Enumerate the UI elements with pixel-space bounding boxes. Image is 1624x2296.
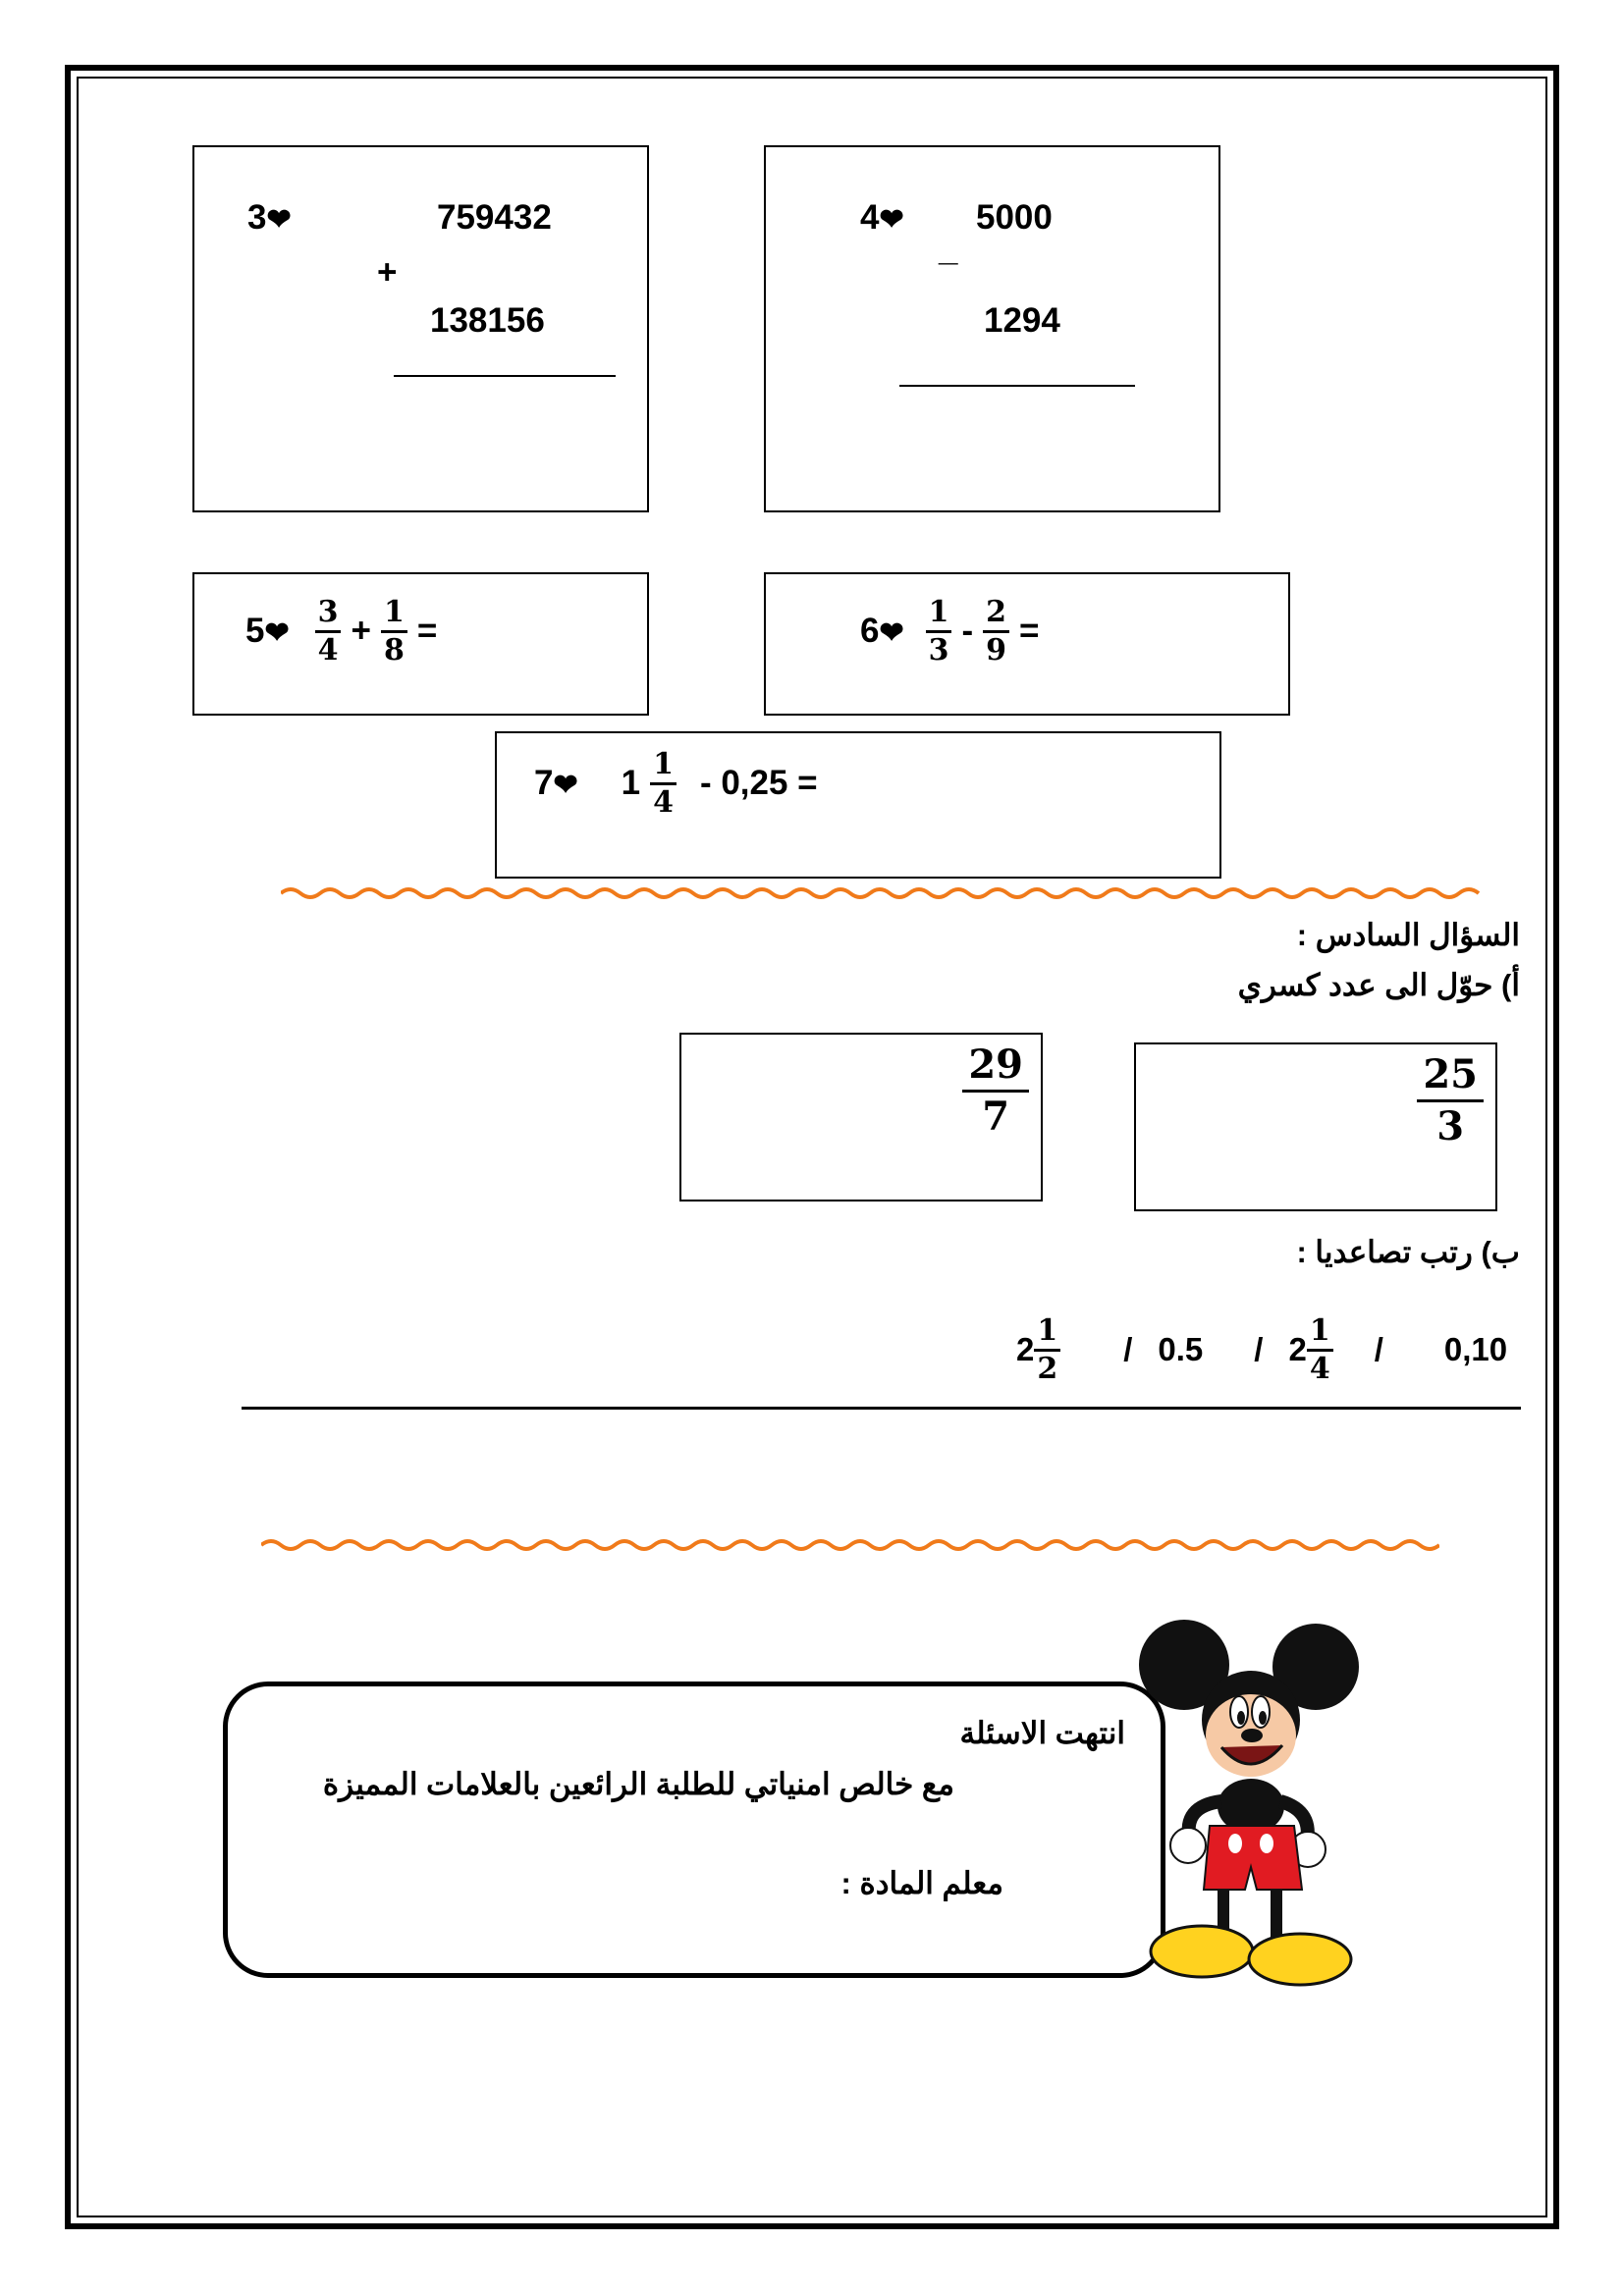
fraction: $\frac{1}{2}$ bbox=[1034, 1315, 1060, 1384]
problem-5-number: 5❤ bbox=[245, 612, 290, 650]
problem-7-number: 7❤ bbox=[534, 764, 578, 802]
part-b-instruction: ب) رتب تصاعديا : bbox=[1296, 1235, 1520, 1269]
mickey-mouse-illustration bbox=[1113, 1610, 1359, 2002]
decimal-value: 0.5 bbox=[1158, 1331, 1204, 1367]
closing-message-box bbox=[223, 1682, 1165, 1978]
ordering-row bbox=[1016, 1310, 1527, 1389]
problem-7-box bbox=[495, 731, 1221, 879]
end-of-questions: انتهت الاسئلة bbox=[959, 1716, 1125, 1750]
separator: / bbox=[1123, 1331, 1133, 1367]
problem-4-bottom-number: 1294 bbox=[984, 301, 1060, 340]
problem-4-box bbox=[764, 145, 1220, 512]
fraction: $\frac{2}{9}$ bbox=[983, 597, 1009, 666]
equals-sign: = bbox=[416, 612, 438, 650]
mixed-number: 2 $\frac{1}{4}$ bbox=[1288, 1315, 1332, 1384]
fraction: $\frac{1}{3}$ bbox=[926, 597, 952, 666]
problem-3-bottom-number: 138156 bbox=[430, 301, 545, 340]
plus-sign: + bbox=[377, 253, 398, 292]
plus-sign: + bbox=[351, 612, 371, 650]
minus-sign: _ bbox=[939, 230, 958, 268]
fraction: $\frac{1}{8}$ bbox=[381, 597, 407, 666]
wave-line bbox=[261, 1541, 1439, 1549]
heart-icon: ❤ bbox=[266, 203, 292, 237]
answer-box-29-7 bbox=[679, 1033, 1043, 1201]
wave-line bbox=[281, 889, 1479, 897]
heart-icon: ❤ bbox=[879, 616, 904, 650]
answer-line bbox=[242, 1407, 1521, 1410]
problem-7-expression bbox=[534, 749, 818, 818]
fraction: $\frac{1}{4}$ bbox=[1307, 1315, 1333, 1384]
problem-3-box bbox=[192, 145, 649, 512]
problem-6-number: 6❤ bbox=[860, 612, 904, 650]
wave-divider bbox=[281, 883, 1483, 903]
heart-icon: ❤ bbox=[264, 616, 290, 650]
answer-line bbox=[899, 385, 1135, 387]
answer-box-25-3 bbox=[1134, 1042, 1497, 1211]
answer-line bbox=[394, 375, 616, 377]
separator: / bbox=[1254, 1331, 1264, 1367]
fraction: $\frac{1}{4}$ bbox=[650, 749, 677, 818]
equals-sign: = bbox=[1019, 612, 1040, 650]
fraction: $\frac{3}{4}$ bbox=[315, 597, 342, 666]
problem-5-expression bbox=[245, 597, 437, 666]
wave-divider bbox=[261, 1535, 1439, 1555]
problem-4-top-number: 5000 bbox=[976, 198, 1053, 237]
expression-rest: - 0,25 = bbox=[699, 764, 818, 802]
mixed-number: 2 $\frac{1}{2}$ bbox=[1016, 1315, 1060, 1384]
separator: / bbox=[1374, 1331, 1383, 1367]
part-a-instruction: أ) حوّل الى عدد كسري bbox=[1237, 968, 1520, 1002]
teacher-label: معلم المادة : bbox=[840, 1866, 1003, 1900]
heart-icon: ❤ bbox=[553, 769, 578, 802]
minus-sign: - bbox=[961, 612, 974, 650]
problem-6-expression bbox=[860, 597, 1039, 666]
problem-3-number: 3❤ bbox=[247, 198, 292, 237]
problem-4-number: 4❤ bbox=[860, 198, 904, 237]
good-wishes: مع خالص امنياتي للطلبة الرائعين بالعلامات المميزة bbox=[322, 1767, 954, 1801]
fraction-29-7: $\frac{29}{7}$ bbox=[962, 1044, 1029, 1138]
fraction-25-3: $\frac{25}{3}$ bbox=[1417, 1054, 1484, 1148]
decimal-value: 0,10 bbox=[1443, 1331, 1508, 1367]
section-6-title: السؤال السادس : bbox=[1296, 918, 1520, 952]
problem-5-box bbox=[192, 572, 649, 716]
mixed-whole: 1 bbox=[621, 764, 641, 802]
problem-6-box bbox=[764, 572, 1290, 716]
problem-3-top-number: 759432 bbox=[437, 198, 552, 237]
heart-icon: ❤ bbox=[879, 203, 904, 237]
